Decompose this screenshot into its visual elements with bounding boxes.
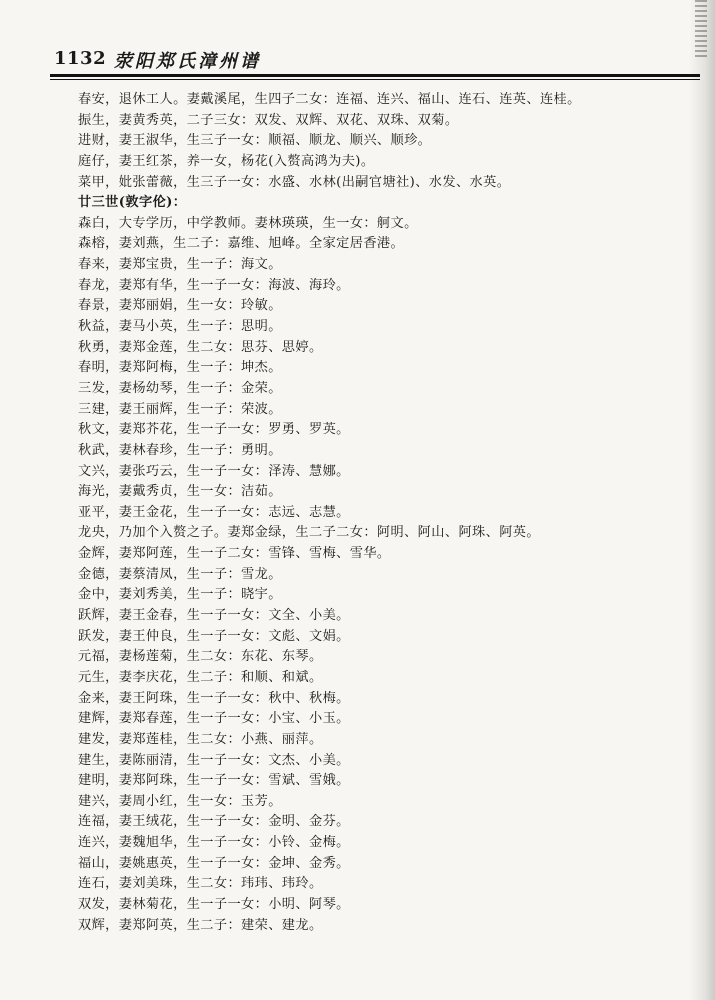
genealogy-entry: 连福，妻王绒花，生一子一女：金明、金芬。 [78,814,350,830]
genealogy-entry: 春明，妻郑阿梅，生一子：坤杰。 [78,360,282,376]
genealogy-entry: 金德，妻蔡清凤，生一子：雪龙。 [78,566,282,582]
genealogy-entry: 庭仔，妻王红茶，养一女，杨花(入赘高鸿为夫)。 [78,153,375,169]
genealogy-entry: 进财，妻王淑华，生三子一女：顺福、顺龙、顺兴、顺珍。 [78,133,432,149]
book-title: 荥阳郑氏漳州谱 [114,51,261,72]
genealogy-entry: 建明，妻郑阿珠，生一子一女：雪斌、雪娥。 [78,773,350,789]
genealogy-entry: 菜甲，妣张蕾薇，生三子一女：水盛、水林(出嗣官塘社)、水发、水英。 [78,174,511,190]
genealogy-entry: 跃辉，妻王金春，生一子一女：文全、小美。 [78,608,350,624]
genealogy-entry: 三发，妻杨幼琴，生一子：金荣。 [78,380,282,396]
genealogy-entry: 建生，妻陈丽清，生一子一女：文杰、小美。 [78,752,350,768]
header-rule-thick [50,74,700,77]
genealogy-entry: 金辉，妻郑阿莲，生一子二女：雪锋、雪梅、雪华。 [78,546,391,562]
genealogy-entry: 金来，妻王阿珠，生一子一女：秋中、秋梅。 [78,690,350,706]
genealogy-entry: 连兴，妻魏旭华，生一子一女：小铃、金梅。 [78,835,350,851]
genealogy-entry: 元生，妻李庆花，生二子：和顺、和斌。 [78,669,323,685]
genealogy-entry: 秋武，妻林春珍，生一子：勇明。 [78,442,282,458]
genealogy-entry: 双发，妻林菊花，生一子一女：小明、阿琴。 [78,896,350,912]
genealogy-entry: 春龙，妻郑有华，生一子一女：海波、海玲。 [78,277,350,293]
genealogy-entry: 春来，妻郑宝贵，生一子：海文。 [78,257,282,273]
genealogy-entry: 振生，妻黄秀英，二子三女：双发、双辉、双花、双珠、双菊。 [78,112,459,128]
genealogy-entry: 文兴，妻张巧云，生一子一女：泽涛、慧娜。 [78,463,350,479]
genealogy-entry: 海光，妻戴秀贞，生一女：洁茹。 [78,484,282,500]
genealogy-entry: 元福，妻杨莲菊，生二女：东花、东琴。 [78,649,323,665]
genealogy-entry: 秋勇，妻郑金莲，生二女：思芬、思婷。 [78,339,323,355]
genealogy-entry: 森白，大专学历，中学教师。妻林瑛瑛，生一女：舸文。 [78,215,418,231]
genealogy-entry: 跃发，妻王仲良，生一子一女：文彪、文娟。 [78,628,350,644]
genealogy-entry: 双辉，妻郑阿英，生二子：建荣、建龙。 [78,917,323,933]
genealogy-entry: 秋益，妻马小英，生一子：思明。 [78,319,282,335]
genealogy-entry: 建兴，妻周小红，生一女：玉芳。 [78,793,282,809]
binding-shadow [689,0,715,1000]
genealogy-entry: 建发，妻郑莲桂，生二女：小燕、丽萍。 [78,731,323,747]
genealogy-entry: 三建，妻王丽辉，生一子：荣波。 [78,401,282,417]
genealogy-entry: 春景，妻郑丽娟，生一女：玲敏。 [78,298,282,314]
page-header [44,44,704,80]
genealogy-entry: 亚平，妻王金花，生一子一女：志远、志慧。 [78,504,350,520]
genealogy-entry: 春安，退休工人。妻戴溪尾，生四子二女：连福、连兴、福山、连石、连英、连桂。 [78,92,581,107]
page-number: 1132 [54,48,107,69]
generation-heading: 廿三世(敦字伦)： [78,195,187,211]
header-rule-thin [50,79,700,80]
genealogy-entries [78,90,678,936]
genealogy-entry: 秋文，妻郑芥花，生一子一女：罗勇、罗英。 [78,422,350,438]
genealogy-entry: 连石，妻刘美珠，生二女：玮玮、玮玲。 [78,876,323,892]
genealogy-entry: 建辉，妻郑春莲，生一子一女：小宝、小玉。 [78,711,350,727]
genealogy-entry: 福山，妻姚惠英，生一子一女：金坤、金秀。 [78,855,350,871]
genealogy-entry: 森榕，妻刘燕，生二子：嘉维、旭峰。全家定居香港。 [78,236,405,252]
genealogy-entry: 龙央，乃加个入赘之子。妻郑金绿，生二子二女：阿明、阿山、阿珠、阿英。 [78,525,540,541]
genealogy-entry: 金中，妻刘秀美，生一子：晓宇。 [78,587,282,603]
